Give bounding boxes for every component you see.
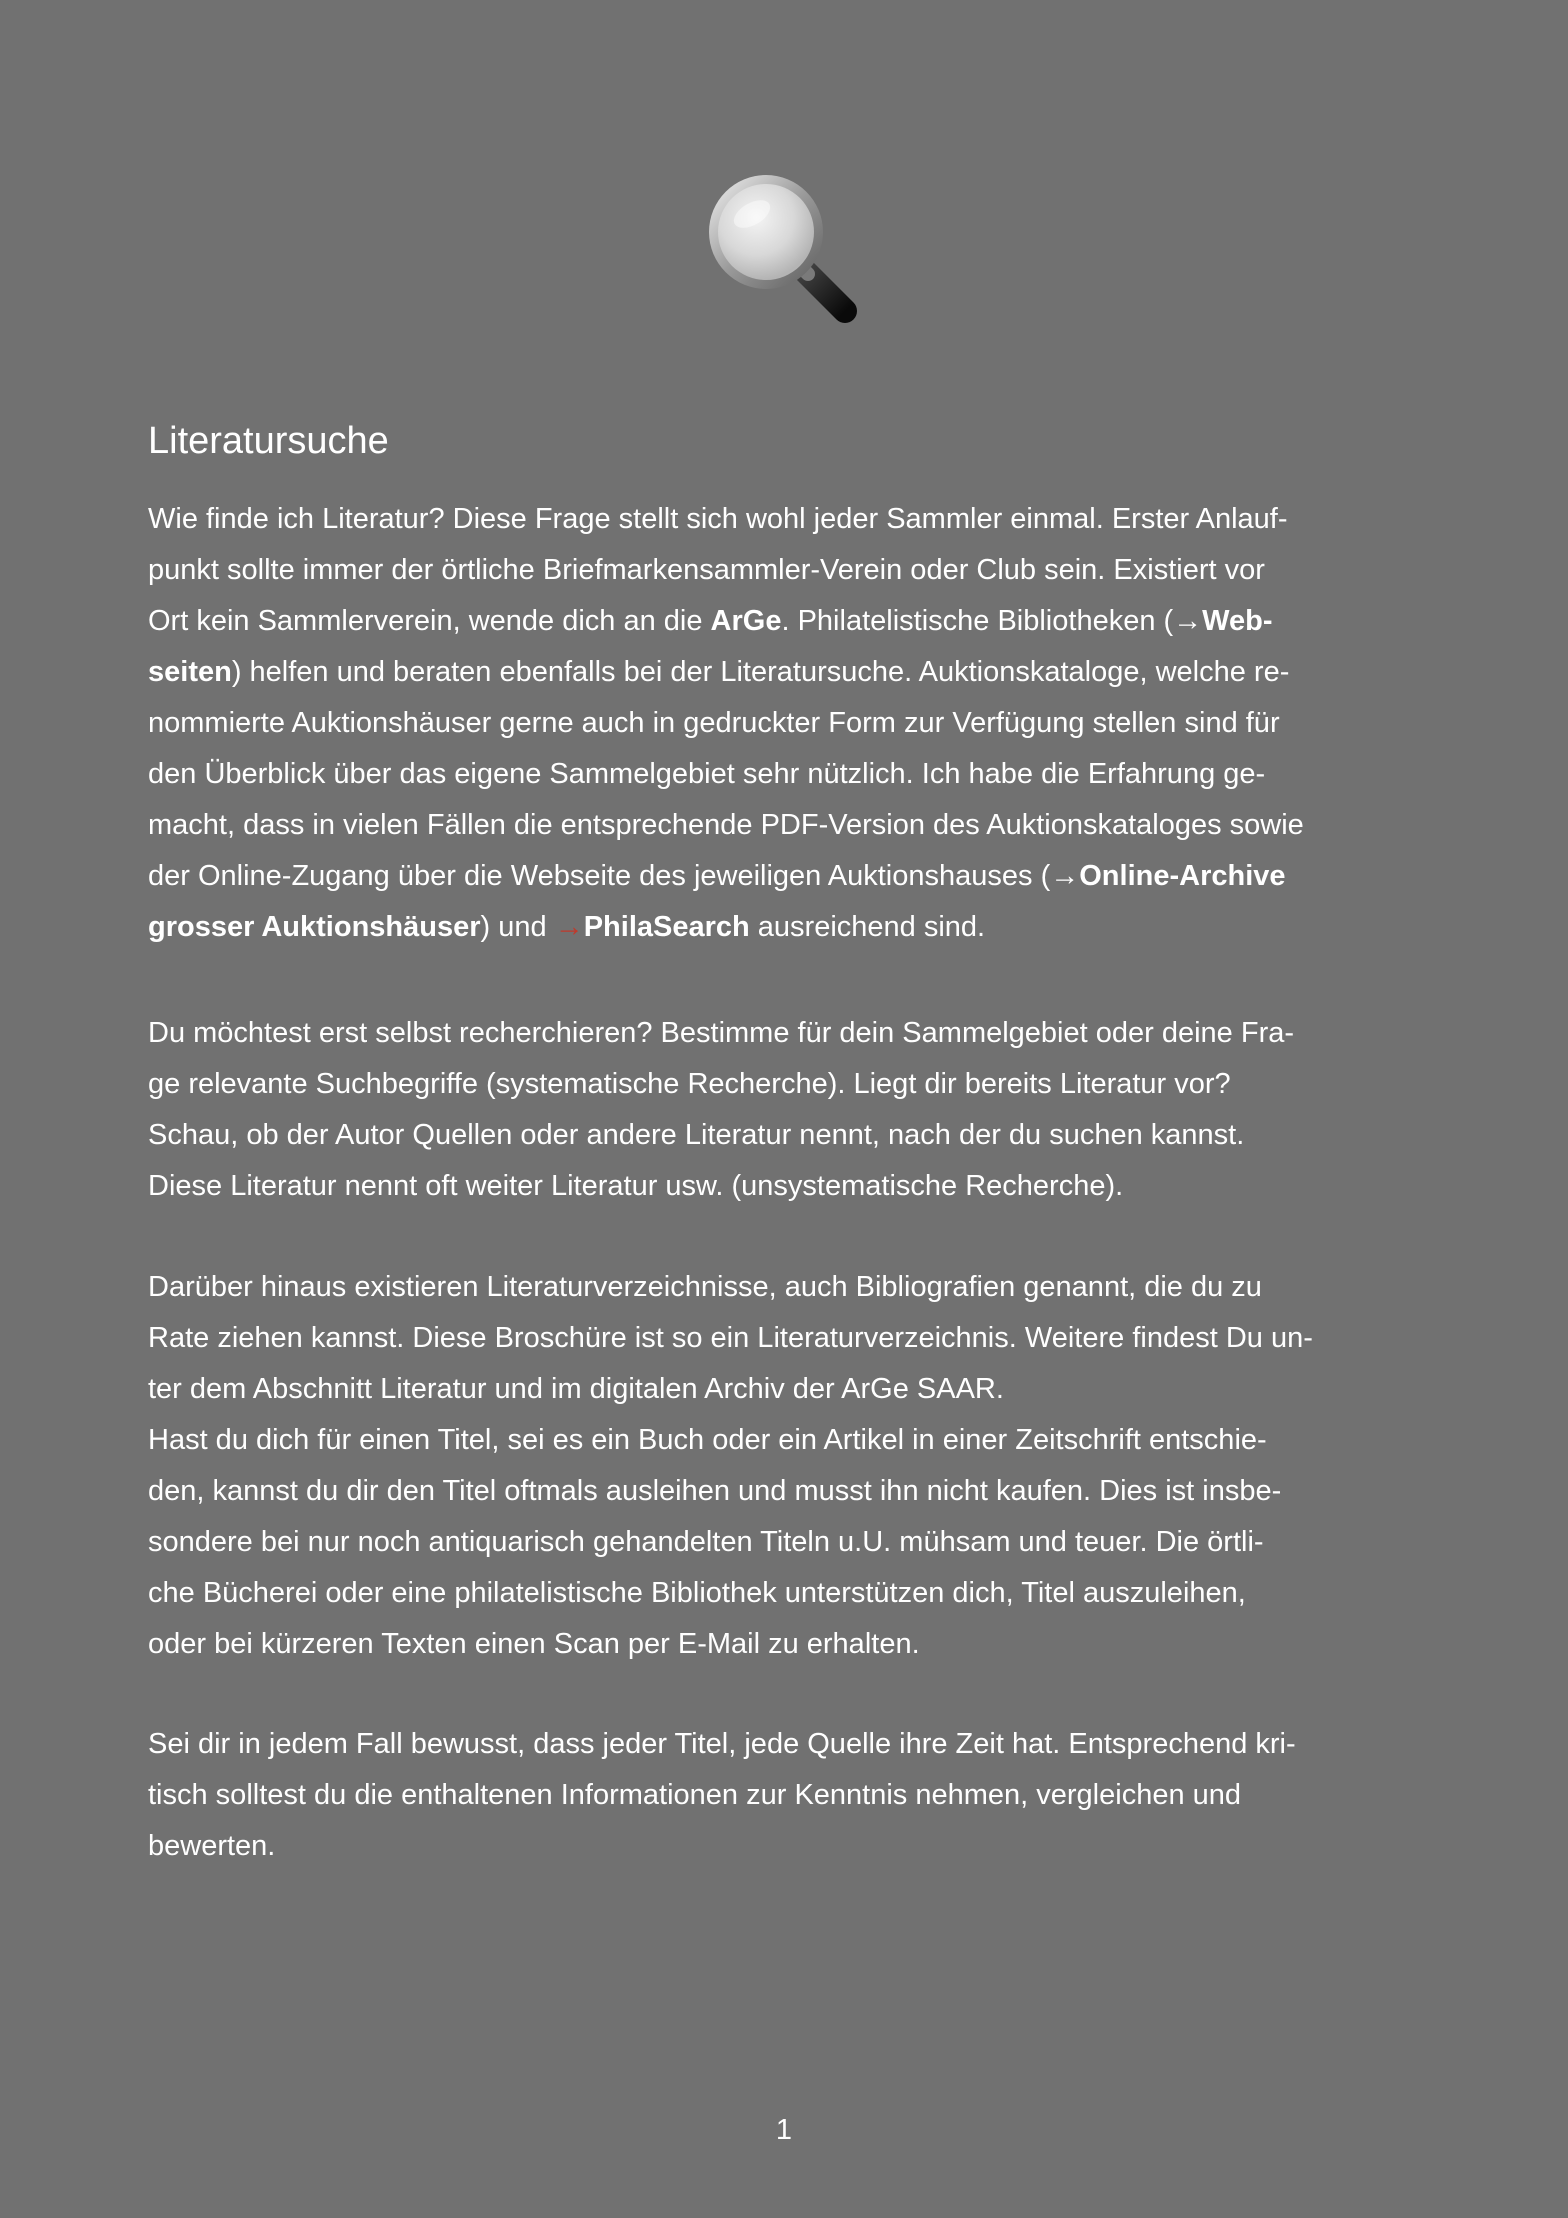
text-segment: sondere bei nur noch antiquarisch gehandelten Titeln u.U. mühsam und teuer. Die örtli- (148, 1526, 1264, 1558)
text-segment: oder bei kürzeren Texten einen Scan per E-Mail zu erhalten. (148, 1628, 920, 1660)
text-segment: Hast du dich für einen Titel, sei es ein Buch oder ein Artikel in einer Zeitschrift entschie- (148, 1424, 1267, 1456)
text-segment: ter dem Abschnitt Literatur und im digitalen Archiv der ArGe SAAR. (148, 1373, 1004, 1405)
text-segment: nommierte Auktionshäuser gerne auch in gedruckter Form zur Verfügung stellen sind für (148, 707, 1280, 739)
text-segment: ) helfen und beraten ebenfalls bei der Literatursuche. Auktionskataloge, welche re- (231, 656, 1290, 688)
paragraph-critical-reading (148, 1719, 1418, 1872)
arrow-icon: → (1050, 860, 1080, 892)
arge-reference: ArGe (710, 605, 782, 637)
text-line (148, 1313, 1418, 1364)
text-segment: macht, dass in vielen Fällen die entsprechende PDF-Version des Auktionskataloges sowie (148, 809, 1304, 841)
text-segment: punkt sollte immer der örtliche Briefmarkensammler-Verein oder Club sein. Existiert vor (148, 554, 1265, 586)
text-line (148, 800, 1418, 851)
text-line (148, 1008, 1418, 1059)
online-archive-link[interactable]: Online-Archive (1079, 860, 1286, 892)
text-segment: den Überblick über das eigene Sammelgebiet sehr nützlich. Ich habe die Erfahrung ge- (148, 758, 1266, 790)
text-line (148, 1262, 1418, 1313)
text-line (148, 647, 1418, 698)
text-segment: Du möchtest erst selbst recherchieren? Bestimme für dein Sammelgebiet oder deine Fra- (148, 1017, 1295, 1049)
paragraph-intro (148, 494, 1418, 953)
text-segment: ausreichend sind. (749, 911, 986, 943)
text-segment: Ort kein Sammlerverein, wende dich an die (148, 605, 711, 637)
text-segment: bewerten. (148, 1830, 276, 1862)
text-line (148, 494, 1418, 545)
text-line (148, 1619, 1418, 1670)
text-line (148, 1466, 1418, 1517)
text-segment: Schau, ob der Autor Quellen oder andere Literatur nennt, nach der du suchen kannst. (148, 1119, 1245, 1151)
text-segment: tisch solltest du die enthaltenen Informationen zur Kenntnis nehmen, vergleichen und (148, 1779, 1242, 1811)
text-line (148, 1517, 1418, 1568)
text-line (148, 1364, 1418, 1415)
page-number: 1 (775, 2114, 793, 2146)
text-segment: ge relevante Suchbegriffe (systematische Recherche). Liegt dir bereits Literatur vor? (148, 1068, 1231, 1100)
text-line (148, 1059, 1418, 1110)
text-line (148, 1770, 1418, 1821)
text-segment: Rate ziehen kannst. Diese Broschüre ist so ein Literaturverzeichnis. Weitere findest Du un- (148, 1322, 1313, 1354)
paragraph-bibliographies (148, 1262, 1418, 1670)
text-line (148, 1415, 1418, 1466)
text-line (148, 851, 1418, 902)
arrow-icon: → (1173, 605, 1203, 637)
text-segment: Darüber hinaus existieren Literaturverzeichnisse, auch Bibliografien genannt, die du zu (148, 1271, 1262, 1303)
text-line (148, 1110, 1418, 1161)
philasearch-link[interactable]: PhilaSearch (583, 911, 750, 943)
text-line (148, 1161, 1418, 1212)
text-line (148, 596, 1418, 647)
online-archive-link[interactable]: grosser Auktionshäuser (148, 911, 481, 943)
text-line (148, 749, 1418, 800)
text-segment: Sei dir in jedem Fall bewusst, dass jeder Titel, jede Quelle ihre Zeit hat. Entsprechend kri- (148, 1728, 1296, 1760)
text-line (148, 545, 1418, 596)
websites-link[interactable]: seiten (148, 656, 232, 688)
text-line (148, 1719, 1418, 1770)
text-line (148, 902, 1418, 953)
text-segment: che Bücherei oder eine philatelistische Bibliothek unterstützen dich, Titel auszuleihen, (148, 1577, 1246, 1609)
text-segment: Wie finde ich Literatur? Diese Frage stellt sich wohl jeder Sammler einmal. Erster Anlauf- (148, 503, 1288, 535)
text-segment: den, kannst du dir den Titel oftmals ausleihen und musst ihn nicht kaufen. Dies ist insbe- (148, 1475, 1282, 1507)
websites-link[interactable]: Web- (1202, 605, 1273, 637)
text-segment: . Philatelistische Bibliotheken ( (781, 605, 1174, 637)
text-segment: Diese Literatur nennt oft weiter Literatur usw. (unsystematische Recherche). (148, 1170, 1124, 1202)
text-segment: der Online-Zugang über die Webseite des jeweiligen Auktionshauses ( (148, 860, 1051, 892)
paragraph-research (148, 1008, 1418, 1212)
text-line (148, 698, 1418, 749)
page-title: Literatursuche (148, 420, 389, 462)
red-arrow-icon: → (554, 911, 584, 943)
text-line (148, 1568, 1418, 1619)
magnifying-glass-icon (702, 168, 862, 328)
text-line (148, 1821, 1418, 1872)
text-segment: ) und (480, 911, 555, 943)
